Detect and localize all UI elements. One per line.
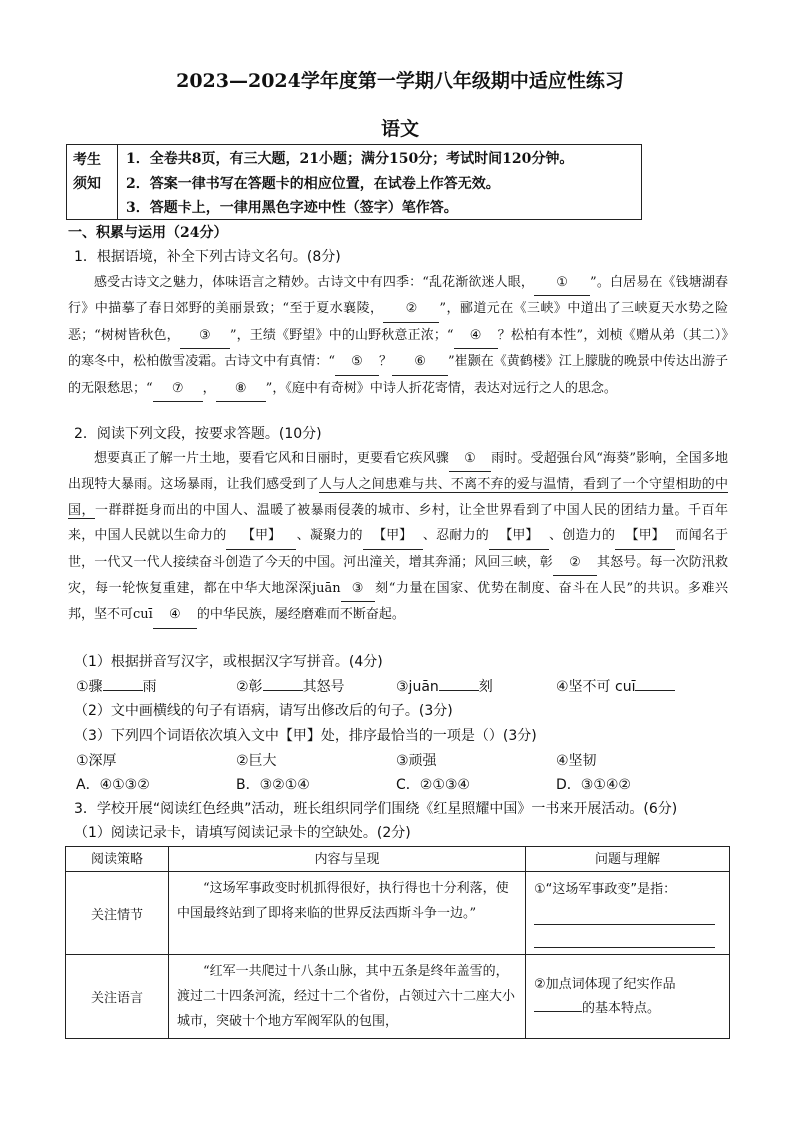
blank-2[interactable]: ② [383, 296, 439, 322]
question-2-passage: 想要真正了解一片土地，要看它风和日丽时，更要看它疾风骤 ① 雨时。受超强台风“海葵”影响，全国多地出现特大暴雨。这场暴雨，让我们感受到了人与人之间患难与共、不离不弃的爱与温情，看到了一个守望相助的中国，一群群挺身而出的中国人、温暖了被暴雨侵袭的城市、乡村，让全世界看到了中国人民的团结力量。千百年来，中国人民就以生命力的 【甲】 、凝聚力的 【甲】 、忍耐力的 【甲】 、创造力的 【甲】 而闻名于世，一代又一代人接续奋斗创造了今天的中国。河出潼关，增其奔涌；风回三峡，彰 ② 其怒号。每一次防汛救灾，每一轮恢复重建，都在中华大地深深juān ③ 刻“力量在国家、优势在制度、奋斗在人民”的共识。多难兴邦，坚不可cuī ④ 的中华民族，屡经磨难而不断奋起。 [68, 446, 728, 629]
notice-rule: 2．答案一律书写在答题卡的相应位置，在试卷上作答无效。 [126, 175, 500, 192]
notice-heading: 考生 须知 [67, 145, 118, 219]
subquestion-3: （3）下列四个词语依次填入文中【甲】处，排序最恰当的一项是（）(3分) [74, 728, 537, 744]
passage-blank-3[interactable]: ③ [341, 576, 375, 602]
strategy-cell: 关注语言 [66, 955, 169, 1039]
column-header: 问题与理解 [526, 847, 730, 872]
table-row [66, 872, 730, 955]
blank-5[interactable]: ⑤ [335, 349, 379, 375]
column-header: 阅读策略 [66, 847, 169, 872]
content-cell: “红军一共爬过十八条山脉，其中五条是终年盖雪的，渡过二十四条河流，经过十二个省份，占领过六十二座大小城市，突破十个地方军阀军队的包围， [169, 955, 526, 1039]
section-heading: 一、积累与运用（24分） [68, 225, 228, 241]
blank-8[interactable]: ⑧ [216, 376, 266, 402]
jia-blank[interactable]: 【甲】 [615, 523, 675, 549]
notice-rules [118, 145, 573, 219]
question-3-stem: 3．学校开展“阅读红色经典”活动，班长组织同学们围绕《红星照耀中国》一书来开展活动。(6分) [74, 801, 678, 817]
jia-blank[interactable]: 【甲】 [489, 523, 549, 549]
blank-6[interactable]: ⑥ [392, 349, 448, 375]
strategy-cell: 关注情节 [66, 872, 169, 955]
word-options: ①深厚 ②巨大 ③顽强 ④坚韧 [76, 753, 597, 769]
question-2-stem: 2．阅读下列文段，按要求答题。(10分) [74, 426, 322, 442]
answer-blank[interactable] [439, 690, 479, 691]
subquestion-2: （2）文中画横线的句子有语病，请写出修改后的句子。(3分) [74, 703, 453, 719]
question-3-sub1: （1）阅读记录卡，请填写阅读记录卡的空缺处。(2分) [74, 825, 411, 841]
choice-options [76, 774, 716, 794]
blank-3[interactable]: ③ [180, 323, 230, 349]
question-1-stem: 1．根据语境，补全下列古诗文名句。(8分) [74, 249, 341, 265]
answer-blank[interactable] [103, 690, 143, 691]
blank-1[interactable]: ① [534, 270, 590, 296]
table-row [66, 955, 730, 1039]
notice-rule: 1．全卷共8页，有三大题，21小题；满分150分；考试时间120分钟。 [126, 151, 574, 167]
passage-blank-4[interactable]: ④ [153, 602, 197, 628]
pinyin-items: ①骤 雨 ②彰 其怒号 ③juān 刻 ④坚不可 cuī [76, 676, 716, 696]
candidate-notice-box [66, 144, 642, 220]
choice-d[interactable]: D．③①④② [556, 777, 631, 793]
column-header: 内容与呈现 [169, 847, 526, 872]
blank-7[interactable]: ⑦ [153, 376, 203, 402]
subject-title: 语文 [380, 118, 419, 140]
content-cell: “这场军事政变时机抓得很好，执行得也十分利落，使中国最终站到了即将来临的世界反法西斯斗争一边。” [169, 872, 526, 955]
answer-blank[interactable] [263, 690, 303, 691]
answer-blank[interactable] [635, 690, 675, 691]
jia-blank[interactable]: 【甲】 [226, 523, 296, 549]
choice-b[interactable]: B．③②①④ [236, 777, 310, 793]
exam-title: 2023—2024学年度第一学期八年级期中适应性练习 [176, 70, 624, 92]
answer-blank[interactable] [534, 1011, 582, 1012]
blank-4[interactable]: ④ [454, 323, 498, 349]
faulty-sentence: 人与人之间患难与共、不离不弃的爱与温情，看到了一个守望相助的中国， [68, 477, 728, 518]
notice-rule: 3．答题卡上，一律用黑色字迹中性（签字）笔作答。 [126, 200, 458, 216]
jia-blank[interactable]: 【甲】 [363, 523, 423, 549]
answer-line[interactable] [534, 902, 715, 925]
choice-c[interactable]: C．②①③④ [396, 777, 470, 793]
problem-cell: ①“这场军事政变”是指： [526, 872, 730, 955]
question-1-passage: 感受古诗文之魅力，体味语言之精妙。古诗文中有四季：“乱花渐欲迷人眼， ① ”。白居易在《钱塘湖春行》中描摹了春日郊野的美丽景致；“至于夏水襄陵， ② ”，郦道元在《三峡》中道出了三峡夏天水势之险恶；“树树皆秋色， ③ ”，王绩《野望》中的山野秋意正浓；“ ④ ？松柏有本性”，刘桢《赠从弟（其二）》的寒冬中，松柏傲雪凌霜。古诗文中有真情：“ ⑤ ？ ⑥ ”崔颢在《黄鹤楼》江上朦胧的晚景中传达出游子的无限愁思；“ ⑦ ， ⑧ ”，《庭中有奇树》中诗人折花寄情，表达对远行之人的思念。 [68, 270, 728, 402]
passage-blank-1[interactable]: ① [449, 446, 491, 472]
problem-cell: ②加点词体现了纪实作品的基本特点。 [526, 955, 730, 1039]
choice-a[interactable]: A．④①③② [76, 777, 150, 793]
subquestion-1: （1）根据拼音写汉字，或根据汉字写拼音。(4分) [74, 654, 383, 670]
passage-blank-2[interactable]: ② [553, 550, 597, 576]
answer-line[interactable] [534, 925, 715, 948]
reading-record-table [65, 846, 730, 1039]
table-header-row [66, 847, 730, 872]
